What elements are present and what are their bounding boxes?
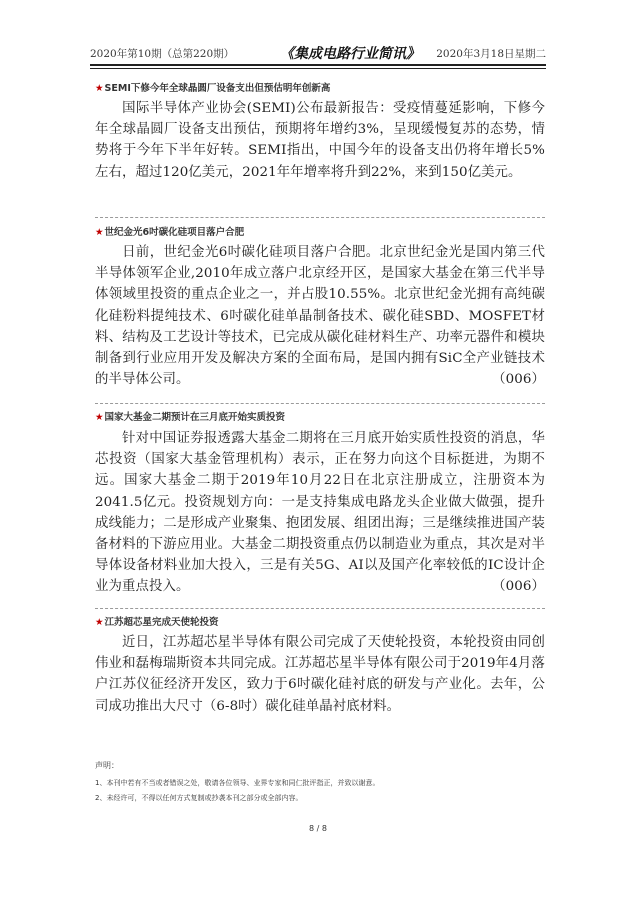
article-title: ★SEMI下修今年全球晶圆厂设备支出但预估明年创新高 [95,83,331,94]
newsletter-title: 《集成电路行业简讯》 [280,46,420,62]
page-number: 8 / 8 [309,824,327,833]
star-icon: ★ [95,83,104,94]
issue-number: 2020年第10期（总第220期） [90,48,235,60]
article-body: 近日，江苏超芯星半导体有限公司完成了天使轮投资，本轮投资由同创伟业和磊梅瑞斯资本共同完成。江苏超芯星半导体有限公司于2019年4月落户江苏仪征经济开发区，致力于6吋碳化硅衬底的研发与产业化。去年，公司成功推出大尺寸（6-8吋）碳化硅单晶衬底材料。 [95,635,545,714]
article-title: ★江苏超芯星完成天使轮投资 [95,617,219,628]
article-body: 针对中国证券报透露大基金二期将在三月底开始实质性投资的消息，华芯投资（国家大基金管理机构）表示，正在努力向这个目标挺进，为期不远。国家大基金二期于2019年10月22日在北京注册成立，注册资本为2041.5亿元。投资规划方向：一是支持集成电路龙头企业做大做强，提升成线能力；二是形成产业聚集、抱团发展、组团出海；三是继续推进国产装备材料的下游应用业。大基金二期投资重点仍以制造业为重点，其次是对半导体设备材料业加大投入，三是有关5G、AI以及国产化率较低的IC设计企业为重点投入。 （006） [95,428,545,598]
issue-date: 2020年3月18日星期二 [436,48,546,60]
page-header [90,42,546,62]
star-icon: ★ [95,617,104,628]
article-body: 国际半导体产业协会(SEMI)公布最新报告：受疫情蔓延影响，下修今年全球晶圆厂设备支出预估，预期将年增约3%，呈现缓慢复苏的态势，情势将于今年下半年好转。SEMI指出，中国今年的设备支出仍将年增长5%左右，超过120亿美元，2021年年增率将升到22%，来到150亿美元。 [95,101,545,180]
declaration-item: 1、本刊中若有不当或者错误之处，敬请各位领导、业界专家和同仁批评指正，并致以谢意。 [95,779,380,787]
section-divider [95,403,545,404]
article-title: ★国家大基金二期预计在三月底开始实质投资 [95,412,286,423]
declaration-item: 2、未经许可，不得以任何方式复制或抄袭本刊之部分或全部内容。 [95,794,303,802]
source-code: （006） [492,372,545,388]
section-divider [95,217,545,218]
header-rule-thick [90,64,546,66]
section-divider [95,608,545,609]
star-icon: ★ [95,227,104,238]
article-title: ★世纪金光6吋碳化硅项目落户合肥 [95,227,245,238]
star-icon: ★ [95,412,104,423]
header-rule-thin [90,68,546,69]
source-code: （006） [492,579,545,595]
article-body: 日前，世纪金光6吋碳化硅项目落户合肥。北京世纪金光是国内第三代半导体领军企业,2010年成立落户北京经开区，是国家大基金在第三代半导体领域里投资的重点企业之一，并占股10.55%。北京世纪金光拥有高纯碳化硅粉料提纯技术、6吋碳化硅单晶制备技术、碳化硅SBD、MOSFET材料、结构及工艺设计等技术，已完成从碳化硅材料生产、功率元器件和模块制备到行业应用开发及解决方案的全面布局，是国内拥有SiC全产业链技术的半导体公司。 （006） [95,242,545,390]
declaration-label: 声明： [95,761,119,770]
